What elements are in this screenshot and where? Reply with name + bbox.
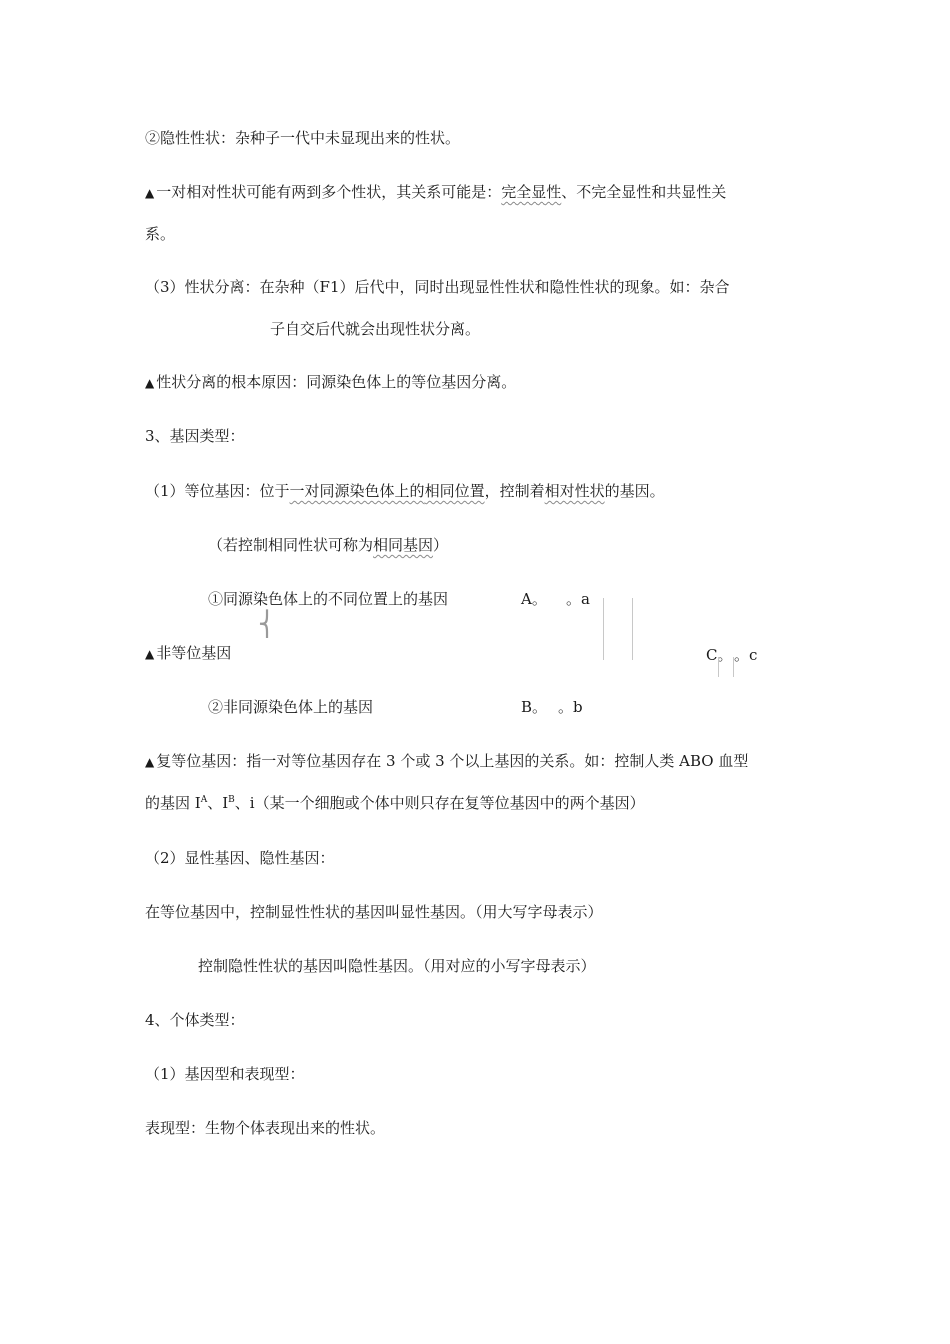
individual-types-text: 4、个体类型： [145,1011,245,1029]
trait-relation-line-2 [145,224,175,244]
segregation-cause-text: 性状分离的根本原因：同源染色体上的等位基因分离。 [156,373,517,391]
gene-c-label: 。c [734,646,758,664]
chromosome-line-c-left [718,657,719,677]
chromosome-line-left [603,598,604,660]
trait-relation-line-1 [145,182,726,203]
same-gene-note [208,535,448,555]
triangle-bullet-icon: ▲ [145,755,155,769]
segregation-line-1 [145,277,730,297]
multi-allele-text-b1: 的基因 I [145,794,201,812]
same-gene-text-c: ） [433,536,449,554]
nonallele-item-2 [208,697,373,717]
allele-text-f: 的基因。 [604,482,665,500]
multi-allele-text-a: 复等位基因：指一对等位基因存在 3 个或 3 个以上基因的关系。如：控制人类 ABO 血型 [156,752,749,770]
segregation-line-2 [270,319,480,339]
dom-rec-heading [145,848,335,868]
triangle-bullet-icon: ▲ [145,376,155,390]
dominant-gene-text: 在等位基因中，控制显性性状的基因叫显性基因。（用大写字母表示） [145,903,603,921]
gene-label-b [558,697,583,717]
chromosome-line-right [632,598,633,660]
recessive-trait-text: ②隐性性状：杂种子一代中未显现出来的性状。 [145,129,461,147]
trait-relation-text-a: 一对相对性状可能有两到多个性状，其关系可能是： [156,183,502,201]
allele-text-c: 相同位置 [424,482,485,500]
triangle-bullet-icon: ▲ [145,647,155,661]
triangle-bullet-icon: ▲ [145,186,155,200]
gene-label-A [521,589,547,609]
recessive-gene-line [198,956,596,976]
gene-types-heading [145,426,245,446]
multi-allele-text-b3: 、i（某一个细胞或个体中则只存在复等位基因中的两个基因） [234,794,645,812]
phenotype-definition-text: 表现型：生物个体表现出来的性状。 [145,1119,386,1137]
trait-relation-text-d: 系。 [145,225,176,243]
gene-b-label: 。b [558,698,583,716]
chromosome-line-c-right [733,657,734,677]
trait-relation-text-c: 、不完全显性和共显性关 [561,183,727,201]
individual-types-heading [145,1010,245,1030]
nonallele-title-text: 非等位基因 [156,644,232,662]
nonallele-title-line [145,643,231,664]
gene-label-c [734,645,757,665]
phenotype-definition-line [145,1118,385,1138]
allele-text-b: 一对同源染色体上的 [289,482,425,500]
gene-label-a [566,589,590,609]
allele-text-d: ，控制着 [484,482,545,500]
gene-a-label: 。a [566,590,590,608]
nonallele-item-1-text: ①同源染色体上的不同位置上的基因 [208,590,449,608]
gene-label-C [706,645,732,665]
dominant-gene-line [145,902,603,922]
allele-definition-line [145,481,665,501]
allele-superscript-B: B [228,795,235,805]
brace-icon: ⎨ [258,610,276,638]
multi-allele-line-2 [145,793,645,813]
complete-dominance-text: 完全显性 [501,183,562,201]
multi-allele-line-1 [145,751,748,772]
gene-label-B [521,697,547,717]
nonallele-item-2-text: ②非同源染色体上的基因 [208,698,374,716]
recessive-gene-text: 控制隐性性状的基因叫隐性基因。（用对应的小写字母表示） [198,957,596,975]
gene-A-label: A。 [521,590,547,608]
dom-rec-heading-text: （2）显性基因、隐性基因： [145,849,335,867]
genotype-phenotype-heading [145,1064,305,1084]
recessive-trait-line [145,128,460,148]
segregation-cause-line [145,372,516,393]
genotype-phenotype-text: （1）基因型和表现型： [145,1065,305,1083]
nonallele-item-1 [208,589,448,609]
allele-superscript-A: A [200,795,208,805]
allele-text-e: 相对性状 [544,482,605,500]
gene-types-text: 3、基因类型： [145,427,245,445]
same-gene-text-a: （若控制相同性状可称为 [208,536,374,554]
segregation-text-a: （3）性状分离：在杂种（F1）后代中，同时出现显性性状和隐性性状的现象。如：杂合 [145,278,730,296]
gene-B-label: B。 [521,698,548,716]
segregation-text-b: 子自交后代就会出现性状分离。 [270,320,481,338]
allele-text-a: （1）等位基因：位于 [145,482,290,500]
same-gene-text-b: 相同基因 [373,536,434,554]
gene-C-label: C。 [706,646,733,664]
multi-allele-text-b2: 、I [207,794,229,812]
